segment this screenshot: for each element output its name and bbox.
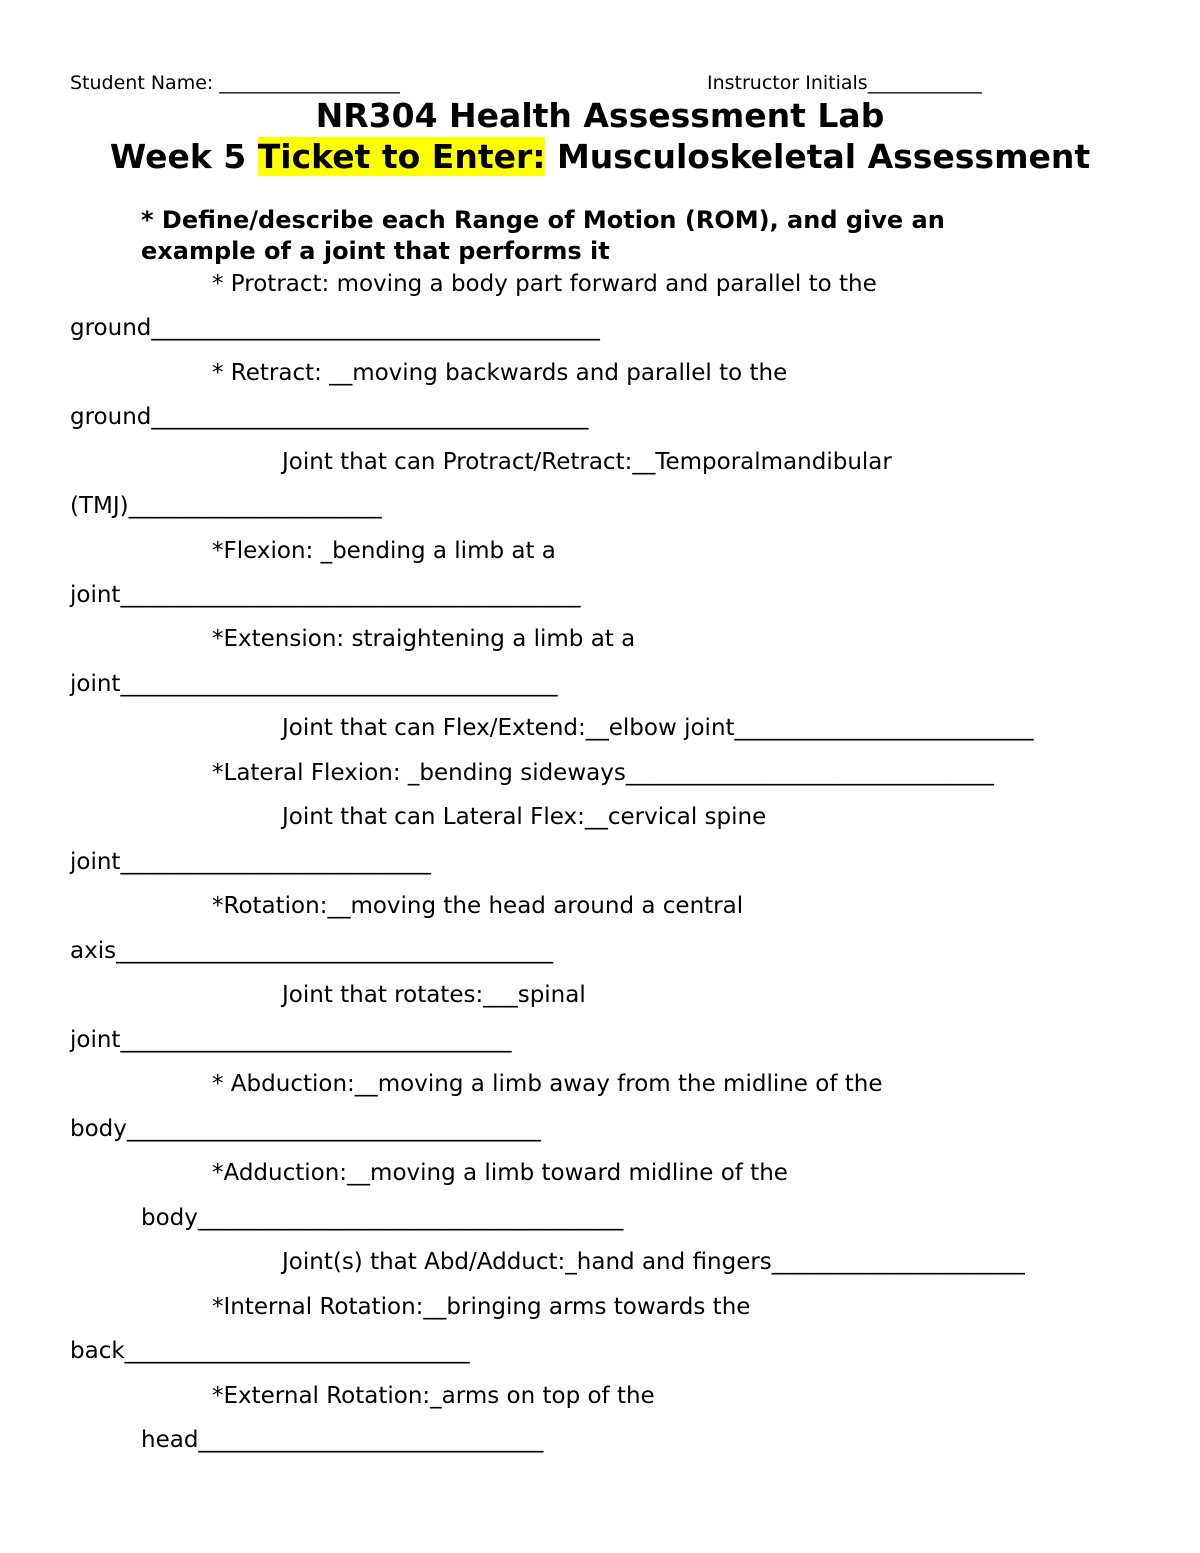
instructor-initials-field: Instructor Initials____________ (707, 72, 982, 94)
flexion-definition: *Flexion: _bending a limb at a (212, 538, 556, 564)
extension-definition: *Extension: straightening a limb at a (212, 626, 636, 652)
rotation-joint-line: joint__________________________________ (70, 1027, 512, 1053)
retract-definition: * Retract: __moving backwards and parallel to the (212, 360, 788, 386)
adduction-answer-line: body_____________________________________ (141, 1205, 624, 1231)
lateral-flex-joint: Joint that can Lateral Flex:__cervical spine (282, 804, 767, 830)
extension-answer-line: joint______________________________________ (70, 671, 558, 697)
internal-rotation-answer-line: back______________________________ (70, 1338, 470, 1364)
flexion-answer-line: joint________________________________________ (70, 582, 581, 608)
abduction-answer-line: body____________________________________ (70, 1116, 541, 1142)
protract-retract-joint-line: (TMJ)______________________ (70, 493, 382, 519)
subtitle-suffix: Musculoskeletal Assessment (545, 137, 1091, 176)
rotation-answer-line: axis______________________________________ (70, 938, 554, 964)
retract-answer-line: ground______________________________________ (70, 404, 589, 430)
adduction-definition: *Adduction:__moving a limb toward midline of the (212, 1160, 788, 1186)
instruction-line-2: example of a joint that performs it (141, 237, 610, 265)
protract-definition: * Protract: moving a body part forward and parallel to the (212, 271, 877, 297)
internal-rotation-definition: *Internal Rotation:__bringing arms towards the (212, 1294, 751, 1320)
external-rotation-answer-line: head______________________________ (141, 1427, 544, 1453)
page-title: NR304 Health Assessment Lab (315, 96, 885, 135)
abd-adduct-joint: Joint(s) that Abd/Adduct:_hand and fingers______________________ (282, 1249, 1025, 1275)
lateral-flex-joint-line: joint___________________________ (70, 849, 431, 875)
flex-extend-joint: Joint that can Flex/Extend:__elbow joint__________________________ (282, 715, 1034, 741)
ticket-to-enter-highlight: Ticket to Enter: (257, 137, 546, 176)
rotation-joint: Joint that rotates:___spinal (282, 982, 586, 1008)
protract-retract-joint: Joint that can Protract/Retract:__Temporalmandibular (282, 449, 892, 475)
rotation-definition: *Rotation:__moving the head around a central (212, 893, 744, 919)
student-name-field: Student Name: ___________________ (70, 72, 400, 94)
lateral-flexion-definition: *Lateral Flexion: _bending sideways________________________________ (212, 760, 994, 786)
subtitle-prefix: Week 5 (109, 137, 258, 176)
instruction-line-1: * Define/describe each Range of Motion (ROM), and give an (141, 206, 945, 234)
external-rotation-definition: *External Rotation:_arms on top of the (212, 1383, 655, 1409)
abduction-definition: * Abduction:__moving a limb away from the midline of the (212, 1071, 883, 1097)
page-subtitle (0, 137, 1200, 177)
protract-answer-line: ground_______________________________________ (70, 315, 600, 341)
